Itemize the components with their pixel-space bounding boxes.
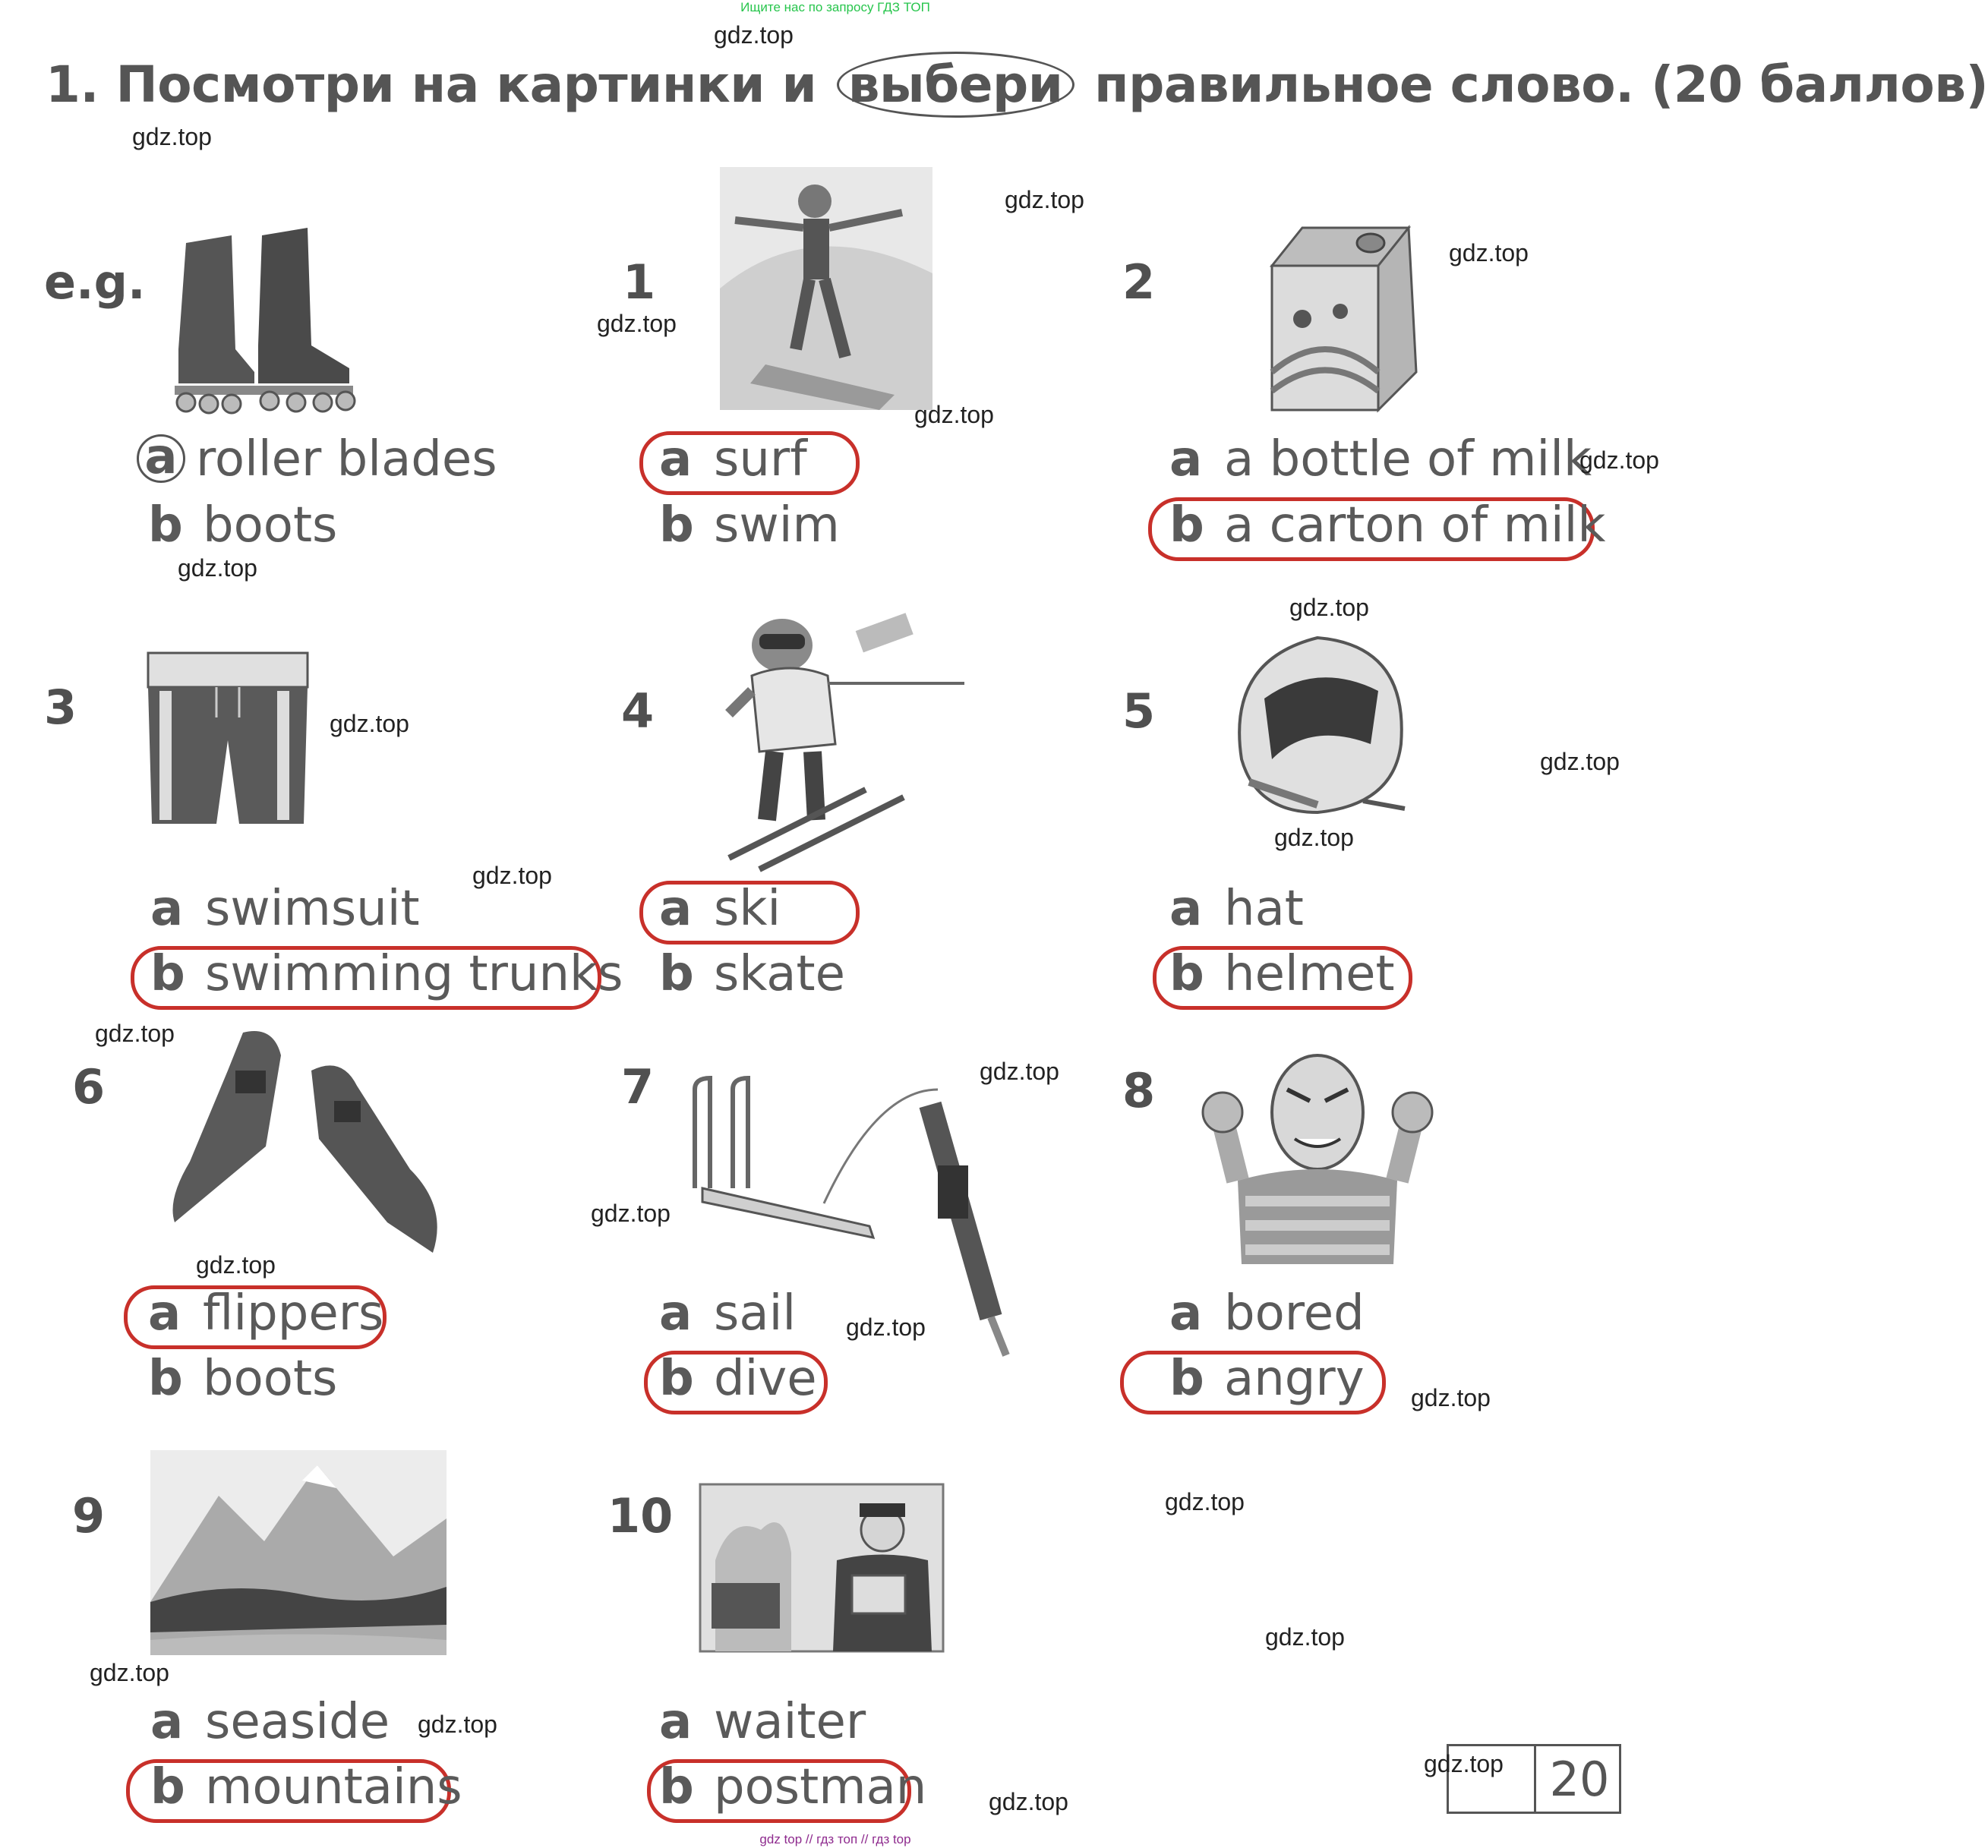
watermark: gdz.top	[1579, 446, 1659, 474]
watermark: gdz.top	[472, 862, 552, 889]
score-divider	[1534, 1746, 1536, 1812]
watermark: gdz.top	[1424, 1750, 1504, 1777]
watermark: gdz.top	[597, 310, 677, 337]
option-text: boots	[203, 1351, 338, 1407]
option-letter: a	[659, 1285, 693, 1342]
option-letter: a	[659, 881, 693, 937]
roller-blades-picture	[163, 220, 376, 414]
watermark: gdz.top	[989, 1788, 1068, 1815]
item-number: e.g.	[44, 254, 146, 310]
option-b	[150, 1757, 462, 1818]
option-text: swimming trunks	[205, 946, 623, 1002]
option-text: mountains	[205, 1759, 462, 1815]
option-a	[1169, 429, 1592, 490]
title-circled-word: выбери	[837, 52, 1074, 118]
option-text: a carton of milk	[1224, 497, 1606, 553]
item-number: 9	[72, 1488, 106, 1544]
helmet-picture	[1226, 630, 1409, 824]
option-letter: a	[148, 1285, 181, 1342]
option-letter: a	[1169, 1285, 1203, 1342]
option-letter: b	[1169, 497, 1204, 553]
item-number: 8	[1122, 1063, 1156, 1118]
option-letter: b	[659, 1759, 694, 1815]
option-b	[148, 495, 337, 556]
option-a	[1169, 1283, 1365, 1344]
watermark: gdz.top	[714, 21, 794, 49]
option-a	[150, 878, 420, 939]
option-text: swimsuit	[205, 881, 420, 937]
option-letter: b	[148, 1351, 183, 1407]
option-letter: b	[659, 1351, 694, 1407]
option-b	[659, 495, 840, 556]
option-a	[148, 1283, 383, 1344]
option-b	[150, 944, 623, 1004]
watermark: gdz.top	[1265, 1623, 1345, 1651]
option-letter: a	[1169, 431, 1203, 487]
option-b	[1169, 1348, 1365, 1409]
option-text: ski	[714, 881, 781, 937]
watermark: gdz.top	[95, 1020, 175, 1047]
milk-carton-picture	[1257, 220, 1439, 414]
option-letter: b	[659, 497, 694, 553]
watermark: gdz.top	[914, 401, 994, 428]
watermark: gdz.top	[1005, 186, 1084, 213]
option-letter: a	[150, 881, 184, 937]
score-max: 20	[1549, 1752, 1610, 1807]
watermark: gdz.top	[1274, 824, 1354, 851]
option-letter: b	[1169, 946, 1204, 1002]
option-a	[659, 878, 781, 939]
skier-picture	[714, 592, 972, 873]
flippers-picture	[159, 1025, 456, 1257]
option-b	[148, 1348, 337, 1409]
option-a	[659, 429, 807, 490]
option-letter: a	[659, 1694, 693, 1750]
item-number: 7	[621, 1059, 655, 1115]
item-number: 10	[607, 1488, 674, 1544]
option-text: sail	[714, 1285, 797, 1342]
option-letter: b	[150, 1759, 185, 1815]
option-a	[1169, 878, 1304, 939]
option-a	[137, 429, 497, 490]
watermark: gdz.top	[330, 710, 409, 737]
watermark: gdz.top	[1449, 239, 1529, 266]
watermark: gdz.top	[591, 1200, 671, 1227]
bottom-site-note: gdz top // гдз топ // гдз top	[759, 1832, 911, 1846]
option-text: waiter	[714, 1694, 866, 1750]
option-letter: a	[659, 431, 693, 487]
watermark: gdz.top	[178, 554, 257, 582]
mountains-picture	[150, 1450, 447, 1655]
title-after: правильное слово. (20 баллов)	[1094, 55, 1988, 114]
option-b	[659, 944, 845, 1004]
option-a	[659, 1692, 866, 1752]
option-text: postman	[714, 1759, 927, 1815]
option-text: skate	[714, 946, 845, 1002]
option-b	[1169, 495, 1605, 556]
option-text: surf	[714, 431, 807, 487]
watermark: gdz.top	[418, 1711, 497, 1738]
option-letter: b	[150, 946, 185, 1002]
watermark: gdz.top	[1289, 594, 1369, 621]
title-before: 1. Посмотри на картинки и	[46, 55, 817, 114]
option-letter-circled: a	[137, 434, 185, 483]
option-b	[1169, 944, 1395, 1004]
option-letter: b	[1169, 1351, 1204, 1407]
watermark: gdz.top	[846, 1313, 926, 1341]
option-a	[659, 1283, 796, 1344]
option-text: hat	[1224, 881, 1304, 937]
option-letter: a	[1169, 881, 1203, 937]
item-number: 3	[44, 680, 77, 735]
option-letter: b	[659, 946, 694, 1002]
item-number: 4	[621, 683, 655, 739]
option-text: seaside	[205, 1694, 390, 1750]
page-title	[46, 52, 1988, 135]
watermark: gdz.top	[132, 123, 212, 150]
option-text: a bottle of milk	[1224, 431, 1592, 487]
item-number: 1	[623, 254, 656, 310]
watermark: gdz.top	[1411, 1384, 1491, 1411]
option-text: dive	[714, 1351, 817, 1407]
option-a	[150, 1692, 390, 1752]
option-text: flippers	[203, 1285, 384, 1342]
option-text: bored	[1224, 1285, 1365, 1342]
watermark: gdz.top	[1165, 1488, 1245, 1515]
watermark: gdz.top	[1540, 748, 1620, 775]
option-text: roller blades	[196, 431, 497, 487]
top-search-note: Ищите нас по запросу ГДЗ ТОП	[740, 0, 930, 14]
option-text: angry	[1224, 1351, 1365, 1407]
option-text: helmet	[1224, 946, 1395, 1002]
option-letter: a	[150, 1694, 184, 1750]
option-text: boots	[203, 497, 338, 553]
item-number: 2	[1122, 254, 1156, 310]
surfer-picture	[720, 167, 932, 410]
option-b	[659, 1348, 817, 1409]
watermark: gdz.top	[90, 1659, 169, 1686]
angry-boy-picture	[1192, 1044, 1443, 1268]
option-b	[659, 1757, 926, 1818]
option-text: swim	[714, 497, 840, 553]
item-number: 5	[1122, 683, 1156, 739]
watermark: gdz.top	[980, 1058, 1059, 1085]
postman-picture	[700, 1484, 943, 1651]
option-letter: b	[148, 497, 183, 553]
item-number: 6	[72, 1059, 106, 1115]
swimming-trunks-picture	[144, 649, 315, 828]
watermark: gdz.top	[196, 1251, 276, 1279]
